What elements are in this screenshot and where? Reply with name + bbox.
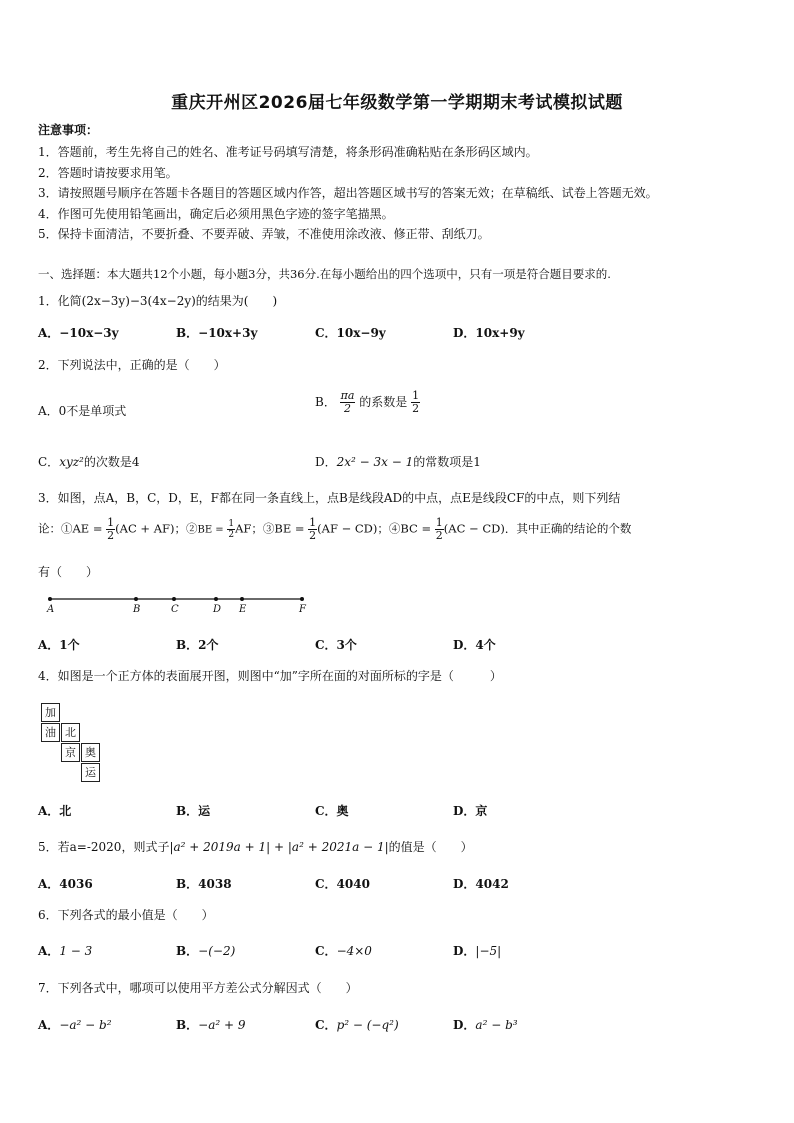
frac-den: 2 bbox=[435, 529, 443, 542]
q6-option-c: C．−4×0 bbox=[315, 944, 372, 958]
frac-den: 2 bbox=[344, 402, 352, 415]
notice-item: 1．答题前，考生先将自己的姓名、准考证号码填写清楚，将条形码准确粘贴在条形码区域内。 bbox=[38, 145, 538, 159]
q3-part: (AF − CD)；④BC = bbox=[317, 521, 432, 536]
q1-option-d: D．10x+9y bbox=[453, 326, 525, 340]
frac-num: 1 bbox=[107, 516, 115, 529]
notice-heading: 注意事项： bbox=[38, 123, 99, 137]
q2-option-b bbox=[315, 390, 420, 415]
q5-option-d: D．4042 bbox=[453, 877, 509, 891]
point-label: E bbox=[239, 604, 247, 615]
frac-num: 1 bbox=[435, 516, 443, 529]
notice-item: 5．保持卡面清洁，不要折叠、不要弄破、弄皱，不准使用涂改液、修正带、刮纸刀。 bbox=[38, 227, 490, 241]
net-cell: 运 bbox=[81, 763, 100, 782]
q1-option-c: C．10x−9y bbox=[315, 326, 386, 340]
q3-part: BE = bbox=[197, 524, 224, 536]
q7-option-d: D．a² − b³ bbox=[453, 1018, 518, 1032]
point-b bbox=[134, 597, 138, 601]
q2-b-text: 的系数是 bbox=[359, 395, 408, 409]
notice-item: 3．请按照题号顺序在答题卡各题目的答题区域内作答，超出答题区域书写的答案无效；在草稿纸、试卷上答题无效。 bbox=[38, 186, 658, 200]
question-7-stem: 7．下列各式中，哪项可以使用平方差公式分解因式（ ） bbox=[38, 981, 358, 995]
q3-part: 论：①AE = bbox=[38, 521, 103, 536]
q6-option-b: B．−(−2) bbox=[176, 944, 236, 958]
point-label: B bbox=[133, 604, 141, 615]
q5-option-c: C．4040 bbox=[315, 877, 370, 891]
fraction bbox=[435, 517, 444, 542]
frac-den: 2 bbox=[228, 530, 235, 540]
frac-num: πa bbox=[340, 389, 355, 402]
q7-option-b: B．−a² + 9 bbox=[176, 1018, 246, 1032]
frac-num: 1 bbox=[309, 516, 317, 529]
question-4-stem: 4．如图是一个正方体的表面展开图，则图中“加”字所在面的对面所标的字是（ ） bbox=[38, 669, 502, 683]
point-f bbox=[300, 597, 304, 601]
frac-den: 2 bbox=[107, 529, 115, 542]
fraction bbox=[227, 519, 235, 540]
q2-option-b-label: B． bbox=[315, 395, 336, 409]
q2-d-label: D． bbox=[315, 455, 337, 469]
q3-option-a: A．1个 bbox=[38, 638, 80, 652]
q6-option-d: D．|−5| bbox=[453, 944, 502, 958]
q2-option-d bbox=[315, 453, 481, 470]
net-cell: 加 bbox=[41, 703, 60, 722]
q7-option-c: C．p² − (−q²) bbox=[315, 1018, 399, 1032]
q2-c-text: 的次数是4 bbox=[83, 455, 140, 469]
net-cell: 北 bbox=[61, 723, 80, 742]
question-5-stem bbox=[38, 838, 473, 855]
q5-prefix: 5．若a=-2020，则式子 bbox=[38, 840, 170, 854]
cube-net bbox=[41, 703, 103, 783]
point-e bbox=[240, 597, 244, 601]
point-label: A bbox=[47, 604, 55, 615]
q2-option-c bbox=[38, 453, 140, 470]
fraction bbox=[106, 517, 115, 542]
q3-option-b: B．2个 bbox=[176, 638, 219, 652]
frac-den: 2 bbox=[412, 402, 420, 415]
point-d bbox=[214, 597, 218, 601]
q2-option-a: A．0不是单项式 bbox=[38, 404, 127, 418]
net-cell: 奥 bbox=[81, 743, 100, 762]
q2-c-math: xyz² bbox=[59, 455, 84, 469]
section-header: 一、选择题：本大题共12个小题，每小题3分，共36分.在每小题给出的四个选项中，只有一项是符合题目要求的. bbox=[38, 267, 611, 281]
q4-option-a: A．北 bbox=[38, 804, 72, 818]
q5-option-a: A．4036 bbox=[38, 877, 93, 891]
q3-part: (AC − CD)．其中正确的结论的个数 bbox=[443, 521, 632, 536]
question-1-stem: 1．化简(2x−3y)−3(4x−2y)的结果为( ) bbox=[38, 294, 278, 308]
q6-option-a: A．1 − 3 bbox=[38, 944, 93, 958]
q5-option-b: B．4038 bbox=[176, 877, 232, 891]
q2-d-math: 2x² − 3x − 1 bbox=[336, 455, 414, 469]
fraction bbox=[340, 390, 356, 415]
q1-option-a: A．−10x−3y bbox=[38, 326, 119, 340]
q3-option-d: D．4个 bbox=[453, 638, 496, 652]
q3-part: (AC + AF)；② bbox=[115, 521, 198, 536]
q3-line-diagram bbox=[40, 592, 320, 616]
question-3-line3: 有（ ） bbox=[38, 565, 99, 579]
q1-option-b: B．−10x+3y bbox=[176, 326, 258, 340]
point-label: D bbox=[213, 604, 222, 615]
point-label: F bbox=[299, 604, 306, 615]
q5-expression: |a² + 2019a + 1| + |a² + 2021a − 1| bbox=[169, 840, 389, 854]
q4-option-b: B．运 bbox=[176, 804, 211, 818]
q2-c-label: C． bbox=[38, 455, 60, 469]
point-label: C bbox=[171, 604, 179, 615]
q4-option-d: D．京 bbox=[453, 804, 488, 818]
q3-option-c: C．3个 bbox=[315, 638, 357, 652]
fraction bbox=[308, 517, 317, 542]
notice-item: 2．答题时请按要求用笔。 bbox=[38, 166, 178, 180]
net-cell: 京 bbox=[61, 743, 80, 762]
fraction bbox=[411, 390, 420, 415]
question-2-stem: 2．下列说法中，正确的是（ ） bbox=[38, 358, 226, 372]
frac-num: 1 bbox=[412, 389, 420, 402]
question-3-line1: 3．如图，点A，B，C，D，E，F都在同一条直线上，点B是线段AD的中点，点E是线段CF的中点，则下列结 bbox=[38, 491, 621, 505]
q3-part: AF；③BE = bbox=[235, 521, 305, 536]
frac-den: 2 bbox=[309, 529, 317, 542]
q2-d-text: 的常数项是1 bbox=[413, 455, 481, 469]
frac-num: 1 bbox=[228, 519, 235, 529]
page-title: 重庆开州区2026届七年级数学第一学期期末考试模拟试题 bbox=[171, 93, 623, 113]
q5-suffix: 的值是（ ） bbox=[388, 840, 473, 854]
notice-item: 4．作图可先使用铅笔画出，确定后必须用黑色字迹的签字笔描黑。 bbox=[38, 207, 394, 221]
question-3-line2 bbox=[38, 517, 631, 542]
q7-option-a: A．−a² − b² bbox=[38, 1018, 112, 1032]
q4-option-c: C．奥 bbox=[315, 804, 349, 818]
point-c bbox=[172, 597, 176, 601]
net-cell: 油 bbox=[41, 723, 60, 742]
question-6-stem: 6．下列各式的最小值是（ ） bbox=[38, 908, 214, 922]
point-a bbox=[48, 597, 52, 601]
